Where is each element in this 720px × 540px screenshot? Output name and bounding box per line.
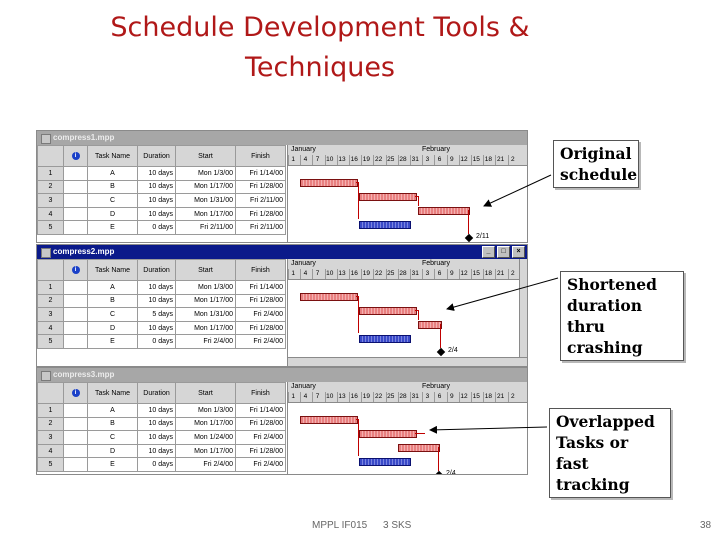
table-row[interactable] <box>38 321 286 335</box>
task-name-cell[interactable]: E <box>88 335 138 349</box>
finish-cell[interactable]: Fri 2/11/00 <box>236 194 286 208</box>
duration-cell[interactable]: 10 days <box>138 404 176 418</box>
timescale-day: 15 <box>472 270 480 277</box>
table-row[interactable] <box>38 221 286 235</box>
timescale-day: 2 <box>508 392 517 402</box>
timescale-days <box>288 155 527 165</box>
milestone-label: 2/4 <box>446 470 456 474</box>
gantt-chart[interactable] <box>287 259 527 366</box>
timescale-day: 25 <box>387 270 395 277</box>
start-cell[interactable]: Mon 1/17/00 <box>176 294 236 308</box>
row-id[interactable]: 3 <box>38 308 64 322</box>
timescale-day: 28 <box>399 270 407 277</box>
timescale-day: 10 <box>326 393 334 400</box>
footer-course: MPPL IF015 <box>312 520 368 531</box>
task-bar-d[interactable] <box>359 335 411 343</box>
indicator-cell <box>64 194 88 208</box>
timescale-day: 21 <box>496 393 505 400</box>
task-name-cell[interactable]: C <box>88 308 138 322</box>
timescale-day: 16 <box>350 270 358 277</box>
indicator-cell <box>64 321 88 335</box>
callout-line: Shortened <box>567 275 657 294</box>
table-header-row <box>38 146 286 167</box>
finish-cell[interactable]: Fri 1/28/00 <box>236 180 286 194</box>
task-name-cell[interactable]: B <box>88 180 138 194</box>
row-id[interactable]: 2 <box>38 417 64 431</box>
duration-cell[interactable]: 10 days <box>138 431 176 445</box>
callout-line: Overlapped <box>556 412 655 431</box>
task-bar-a[interactable] <box>300 179 358 187</box>
slide-title <box>60 8 580 88</box>
duration-cell[interactable]: 0 days <box>138 221 176 235</box>
close-icon[interactable]: × <box>512 246 525 258</box>
timescale-month: January <box>291 146 316 153</box>
timescale-day: 21 <box>496 156 505 163</box>
row-id[interactable]: 1 <box>38 281 64 295</box>
task-bar-c[interactable] <box>398 444 440 452</box>
task-table <box>37 259 286 349</box>
start-cell[interactable]: Mon 1/17/00 <box>176 207 236 221</box>
window-title: compress1.mpp <box>53 133 115 142</box>
milestone-label: 2/4 <box>448 347 458 354</box>
timescale-day: 4 <box>300 155 309 165</box>
gantt-timescale <box>288 145 527 166</box>
finish-cell[interactable]: Fri 2/4/00 <box>236 308 286 322</box>
window-titlebar[interactable] <box>37 368 527 382</box>
project-file-icon <box>41 371 51 381</box>
timescale-day: 13 <box>338 270 346 277</box>
slide-title-line1: Schedule Development Tools & <box>110 12 530 43</box>
timescale-day: 1 <box>288 392 297 402</box>
timescale-day: 12 <box>460 156 468 163</box>
finish-cell[interactable]: Fri 2/4/00 <box>236 335 286 349</box>
table-row[interactable] <box>38 458 286 472</box>
task-name-cell[interactable]: A <box>88 404 138 418</box>
dependency-link <box>415 433 425 434</box>
table-row[interactable] <box>38 167 286 181</box>
window-titlebar[interactable] <box>37 245 527 259</box>
duration-cell[interactable]: 10 days <box>138 167 176 181</box>
gantt-chart[interactable] <box>287 145 527 242</box>
start-cell[interactable]: Fri 2/4/00 <box>176 335 236 349</box>
timescale-day: 6 <box>434 269 443 279</box>
finish-cell[interactable]: Fri 2/11/00 <box>236 221 286 235</box>
column-header-duration[interactable]: Duration <box>138 260 176 281</box>
callout-original-schedule <box>553 140 639 188</box>
table-row[interactable] <box>38 444 286 458</box>
callout-line: duration thru <box>567 296 642 336</box>
timescale-day: 18 <box>484 393 492 400</box>
timescale-day: 19 <box>362 393 370 400</box>
window-title: compress3.mpp <box>53 370 115 379</box>
task-bar-c[interactable] <box>418 321 442 329</box>
window-body <box>37 382 527 474</box>
minimize-icon[interactable]: _ <box>482 246 495 258</box>
task-bar-d[interactable] <box>359 458 411 466</box>
timescale-day: 22 <box>374 393 383 400</box>
footer-credits: 3 SKS <box>383 520 412 531</box>
timescale-day: 28 <box>399 156 407 163</box>
timescale-day: 10 <box>326 156 334 163</box>
indicator-cell <box>64 431 88 445</box>
task-name-cell[interactable]: E <box>88 221 138 235</box>
start-cell[interactable]: Mon 1/3/00 <box>176 281 236 295</box>
callout-line: crashing <box>567 338 643 357</box>
timescale-days <box>288 392 527 402</box>
indicator-cell <box>64 207 88 221</box>
duration-cell[interactable]: 10 days <box>138 444 176 458</box>
timescale-day: 1 <box>288 269 297 279</box>
timescale-day: 12 <box>460 393 468 400</box>
indicator-cell <box>64 167 88 181</box>
project-window-compress3[interactable] <box>36 367 528 475</box>
start-cell[interactable]: Mon 1/24/00 <box>176 431 236 445</box>
callout-line: Original <box>560 144 632 163</box>
callout-line: Tasks or fast <box>556 433 629 473</box>
table-row[interactable] <box>38 431 286 445</box>
row-id[interactable]: 4 <box>38 207 64 221</box>
window-controls <box>482 246 525 258</box>
task-name-cell[interactable]: E <box>88 458 138 472</box>
row-id[interactable]: 1 <box>38 167 64 181</box>
finish-cell[interactable]: Fri 2/4/00 <box>236 431 286 445</box>
timescale-day: 19 <box>362 156 370 163</box>
window-titlebar[interactable] <box>37 131 527 145</box>
column-header-task-name[interactable]: Task Name <box>88 146 138 167</box>
row-id[interactable]: 5 <box>38 458 64 472</box>
timescale-day: 25 <box>387 156 395 163</box>
timescale-day: 16 <box>350 156 358 163</box>
project-file-icon <box>41 248 51 258</box>
start-cell[interactable]: Mon 1/17/00 <box>176 417 236 431</box>
task-name-cell[interactable]: D <box>88 321 138 335</box>
info-icon: i <box>72 389 80 397</box>
column-header-task-name[interactable]: Task Name <box>88 383 138 404</box>
table-row[interactable] <box>38 281 286 295</box>
info-icon: i <box>72 152 80 160</box>
timescale-day: 22 <box>374 270 383 277</box>
row-id[interactable]: 3 <box>38 194 64 208</box>
timescale-day: 3 <box>422 155 431 165</box>
start-cell[interactable]: Mon 1/31/00 <box>176 194 236 208</box>
gantt-chart[interactable] <box>287 382 527 474</box>
duration-cell[interactable]: 10 days <box>138 180 176 194</box>
column-header-duration[interactable]: Duration <box>138 146 176 167</box>
indicator-cell <box>64 281 88 295</box>
duration-cell[interactable]: 10 days <box>138 417 176 431</box>
column-header-start[interactable]: Start <box>176 383 236 404</box>
task-table <box>37 145 286 235</box>
column-header-finish[interactable]: Finish <box>236 383 286 404</box>
timescale-day: 6 <box>434 155 443 165</box>
duration-cell[interactable]: 10 days <box>138 207 176 221</box>
indicator-cell <box>64 221 88 235</box>
table-row[interactable] <box>38 194 286 208</box>
timescale-day: 6 <box>434 392 443 402</box>
timescale-day: 1 <box>288 155 297 165</box>
dependency-link <box>438 447 439 471</box>
timescale-day: 12 <box>460 270 468 277</box>
row-id[interactable]: 1 <box>38 404 64 418</box>
callout-fast-tracking <box>549 408 671 498</box>
duration-cell[interactable]: 10 days <box>138 294 176 308</box>
start-cell[interactable]: Mon 1/17/00 <box>176 180 236 194</box>
row-id[interactable]: 5 <box>38 335 64 349</box>
project-window-compress1[interactable] <box>36 130 528 243</box>
task-name-cell[interactable]: D <box>88 444 138 458</box>
timescale-day: 25 <box>387 393 395 400</box>
dependency-link <box>440 324 441 348</box>
duration-cell[interactable]: 0 days <box>138 458 176 472</box>
indicator-cell <box>64 404 88 418</box>
task-bar-a[interactable] <box>300 293 358 301</box>
task-name-cell[interactable]: B <box>88 294 138 308</box>
duration-cell[interactable]: 10 days <box>138 281 176 295</box>
task-name-cell[interactable]: C <box>88 194 138 208</box>
milestone-icon[interactable] <box>435 471 443 474</box>
indicator-cell <box>64 417 88 431</box>
timescale-days <box>288 269 527 279</box>
task-name-cell[interactable]: A <box>88 281 138 295</box>
window-body <box>37 259 527 366</box>
task-name-cell[interactable]: B <box>88 417 138 431</box>
column-header-duration[interactable]: Duration <box>138 383 176 404</box>
timescale-month: February <box>422 260 451 267</box>
project-window-compress2[interactable] <box>36 244 528 367</box>
finish-cell[interactable]: Fri 1/14/00 <box>236 281 286 295</box>
timescale-day: 9 <box>447 392 456 402</box>
milestone-icon[interactable] <box>437 348 445 356</box>
callout-line: schedule <box>560 165 638 184</box>
timescale-day: 16 <box>350 393 358 400</box>
vertical-scrollbar[interactable] <box>519 259 527 366</box>
timescale-month: February <box>422 146 451 153</box>
info-icon: i <box>72 266 80 274</box>
window-title: compress2.mpp <box>53 247 115 256</box>
timescale-day: 13 <box>338 156 346 163</box>
milestone-icon[interactable] <box>465 234 473 242</box>
task-name-cell[interactable]: C <box>88 431 138 445</box>
info-column-header[interactable] <box>64 383 88 404</box>
timescale-day: 22 <box>374 156 383 163</box>
start-cell[interactable]: Mon 1/31/00 <box>176 308 236 322</box>
timescale-month: February <box>422 383 451 390</box>
dependency-link <box>468 210 469 234</box>
timescale-day: 13 <box>338 393 346 400</box>
timescale-day: 15 <box>472 393 480 400</box>
dependency-link <box>418 310 419 320</box>
table-row[interactable] <box>38 335 286 349</box>
task-name-cell[interactable]: A <box>88 167 138 181</box>
page-number: 38 <box>700 520 712 531</box>
timescale-day: 10 <box>326 270 334 277</box>
finish-cell[interactable]: Fri 1/28/00 <box>236 444 286 458</box>
start-cell[interactable]: Fri 2/4/00 <box>176 458 236 472</box>
window-body <box>37 145 527 242</box>
task-bar-d[interactable] <box>359 221 411 229</box>
gantt-timescale <box>288 259 527 280</box>
timescale-day: 18 <box>484 270 492 277</box>
task-bar-b[interactable] <box>359 430 417 438</box>
timescale-day: 7 <box>312 155 321 165</box>
table-row[interactable] <box>38 207 286 221</box>
start-cell[interactable]: Mon 1/3/00 <box>176 167 236 181</box>
row-id[interactable]: 5 <box>38 221 64 235</box>
duration-cell[interactable]: 5 days <box>138 308 176 322</box>
task-bar-a[interactable] <box>300 416 358 424</box>
duration-cell[interactable]: 10 days <box>138 194 176 208</box>
maximize-icon[interactable]: □ <box>497 246 510 258</box>
timescale-day: 18 <box>484 156 492 163</box>
start-cell[interactable]: Mon 1/17/00 <box>176 444 236 458</box>
table-row[interactable] <box>38 417 286 431</box>
timescale-day: 2 <box>508 155 517 165</box>
info-column-header[interactable] <box>64 146 88 167</box>
timescale-day: 15 <box>472 156 480 163</box>
slide-title-line2: Techniques <box>244 52 396 83</box>
column-header-start[interactable]: Start <box>176 260 236 281</box>
indicator-cell <box>64 335 88 349</box>
timescale-month: January <box>291 383 316 390</box>
finish-cell[interactable]: Fri 1/28/00 <box>236 294 286 308</box>
indicator-cell <box>64 308 88 322</box>
duration-cell[interactable]: 0 days <box>138 335 176 349</box>
column-header-start[interactable]: Start <box>176 146 236 167</box>
start-cell[interactable]: Mon 1/17/00 <box>176 321 236 335</box>
finish-cell[interactable]: Fri 1/14/00 <box>236 404 286 418</box>
timescale-day: 31 <box>411 156 419 163</box>
dependency-link <box>418 196 419 206</box>
timescale-day: 2 <box>508 269 517 279</box>
indicator-cell <box>64 458 88 472</box>
horizontal-scrollbar[interactable] <box>288 357 527 366</box>
finish-cell[interactable]: Fri 1/28/00 <box>236 321 286 335</box>
column-header-finish[interactable]: Finish <box>236 146 286 167</box>
timescale-month: January <box>291 260 316 267</box>
task-bar-c[interactable] <box>418 207 470 215</box>
timescale-day: 3 <box>422 269 431 279</box>
row-id[interactable]: 3 <box>38 431 64 445</box>
row-id[interactable]: 2 <box>38 180 64 194</box>
row-id[interactable]: 4 <box>38 444 64 458</box>
timescale-day: 9 <box>447 155 456 165</box>
milestone-label: 2/11 <box>476 233 490 240</box>
timescale-day: 7 <box>312 392 321 402</box>
timescale-day: 19 <box>362 270 370 277</box>
table-row[interactable] <box>38 404 286 418</box>
info-column-header[interactable] <box>64 260 88 281</box>
gantt-timescale <box>288 382 527 403</box>
project-file-icon <box>41 134 51 144</box>
callout-line: tracking <box>556 475 630 494</box>
timescale-day: 9 <box>447 269 456 279</box>
timescale-day: 7 <box>312 269 321 279</box>
table-header-row <box>38 260 286 281</box>
duration-cell[interactable]: 10 days <box>138 321 176 335</box>
task-name-cell[interactable]: D <box>88 207 138 221</box>
task-table <box>37 382 286 472</box>
table-row[interactable] <box>38 308 286 322</box>
timescale-day: 31 <box>411 393 419 400</box>
timescale-day: 4 <box>300 269 309 279</box>
task-bar-b[interactable] <box>359 307 417 315</box>
table-header-row <box>38 383 286 404</box>
finish-cell[interactable]: Fri 2/4/00 <box>236 458 286 472</box>
row-header-corner[interactable] <box>38 260 64 281</box>
row-id[interactable]: 2 <box>38 294 64 308</box>
column-header-finish[interactable]: Finish <box>236 260 286 281</box>
row-header-corner[interactable] <box>38 146 64 167</box>
timescale-day: 21 <box>496 270 505 277</box>
task-bar-b[interactable] <box>359 193 417 201</box>
timescale-day: 31 <box>411 270 419 277</box>
finish-cell[interactable]: Fri 1/28/00 <box>236 207 286 221</box>
indicator-cell <box>64 294 88 308</box>
timescale-day: 4 <box>300 392 309 402</box>
finish-cell[interactable]: Fri 1/14/00 <box>236 167 286 181</box>
timescale-day: 3 <box>422 392 431 402</box>
indicator-cell <box>64 180 88 194</box>
table-row[interactable] <box>38 294 286 308</box>
table-row[interactable] <box>38 180 286 194</box>
finish-cell[interactable]: Fri 1/28/00 <box>236 417 286 431</box>
callout-crashing <box>560 271 684 361</box>
row-header-corner[interactable] <box>38 383 64 404</box>
column-header-task-name[interactable]: Task Name <box>88 260 138 281</box>
indicator-cell <box>64 444 88 458</box>
start-cell[interactable]: Mon 1/3/00 <box>176 404 236 418</box>
start-cell[interactable]: Fri 2/11/00 <box>176 221 236 235</box>
timescale-day: 28 <box>399 393 407 400</box>
row-id[interactable]: 4 <box>38 321 64 335</box>
